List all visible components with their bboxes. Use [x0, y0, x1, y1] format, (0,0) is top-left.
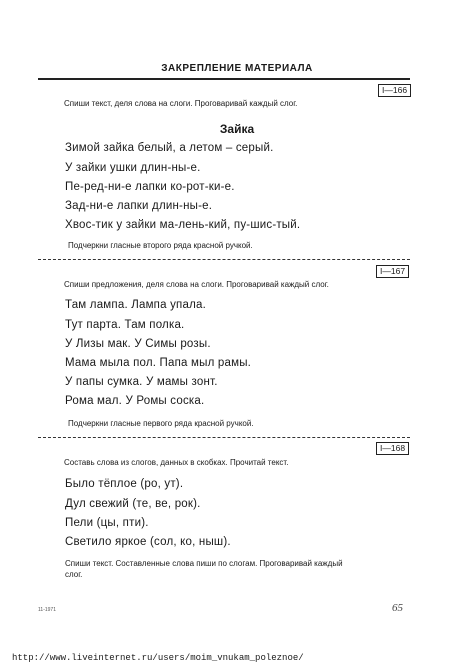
text-line: Светило яркое (сол, ко, ныш).: [65, 536, 231, 548]
text-line: Тут парта. Там полка.: [65, 319, 185, 331]
page-title: ЗАКРЕПЛЕНИЕ МАТЕРИАЛА: [161, 63, 313, 74]
exercise-number: I—166: [378, 84, 411, 97]
text-title: Зайка: [219, 122, 255, 136]
text-line: Зимой зайка белый, а летом – серый.: [65, 142, 274, 154]
text-line: Зад-ни-е лапки длин-ны-е.: [65, 200, 213, 212]
exercise-instruction: Составь слова из слогов, данных в скобках. Прочитай текст.: [64, 458, 289, 467]
exercise-task: Спиши текст. Составленные слова пиши по слогам. Проговаривай каждый: [65, 559, 343, 568]
text-line: Пели (цы, пти).: [65, 517, 149, 529]
header-rule: [38, 78, 410, 80]
text-line: Дул свежий (те, ве, рок).: [65, 498, 201, 510]
text-line: Пе-ред-ни-е лапки ко-рот-ки-е.: [65, 181, 235, 193]
text-line: Было тёплое (ро, ут).: [65, 478, 184, 490]
source-url[interactable]: http://www.liveinternet.ru/users/moim_vnukam_poleznoe/: [12, 653, 304, 663]
exercise-instruction: Спиши текст, деля слова на слоги. Проговаривай каждый слог.: [64, 99, 298, 108]
print-code: 11-1971: [38, 607, 56, 613]
exercise-task: Подчеркни гласные второго ряда красной ручкой.: [68, 241, 253, 250]
page-number: 65: [392, 602, 403, 614]
exercise-number: I—168: [376, 442, 409, 455]
section-divider: [38, 437, 410, 438]
exercise-task: Подчеркни гласные первого ряда красной ручкой.: [68, 419, 254, 428]
text-line: Мама мыла пол. Папа мыл рамы.: [65, 357, 252, 369]
text-line: У папы сумка. У мамы зонт.: [65, 376, 218, 388]
text-line: Хвос-тик у зайки ма-лень-кий, пу-шис-тый.: [65, 219, 301, 231]
text-line: У Лизы мак. У Симы розы.: [65, 338, 211, 350]
exercise-task: слог.: [65, 570, 83, 579]
text-line: У зайки ушки длин-ны-е.: [65, 162, 201, 174]
section-divider: [38, 259, 410, 260]
exercise-number: I—167: [376, 265, 409, 278]
exercise-instruction: Спиши предложения, деля слова на слоги. Проговаривай каждый слог.: [64, 280, 329, 289]
text-line: Там лампа. Лампа упала.: [65, 299, 206, 311]
text-line: Рома мал. У Ромы соска.: [65, 395, 205, 407]
